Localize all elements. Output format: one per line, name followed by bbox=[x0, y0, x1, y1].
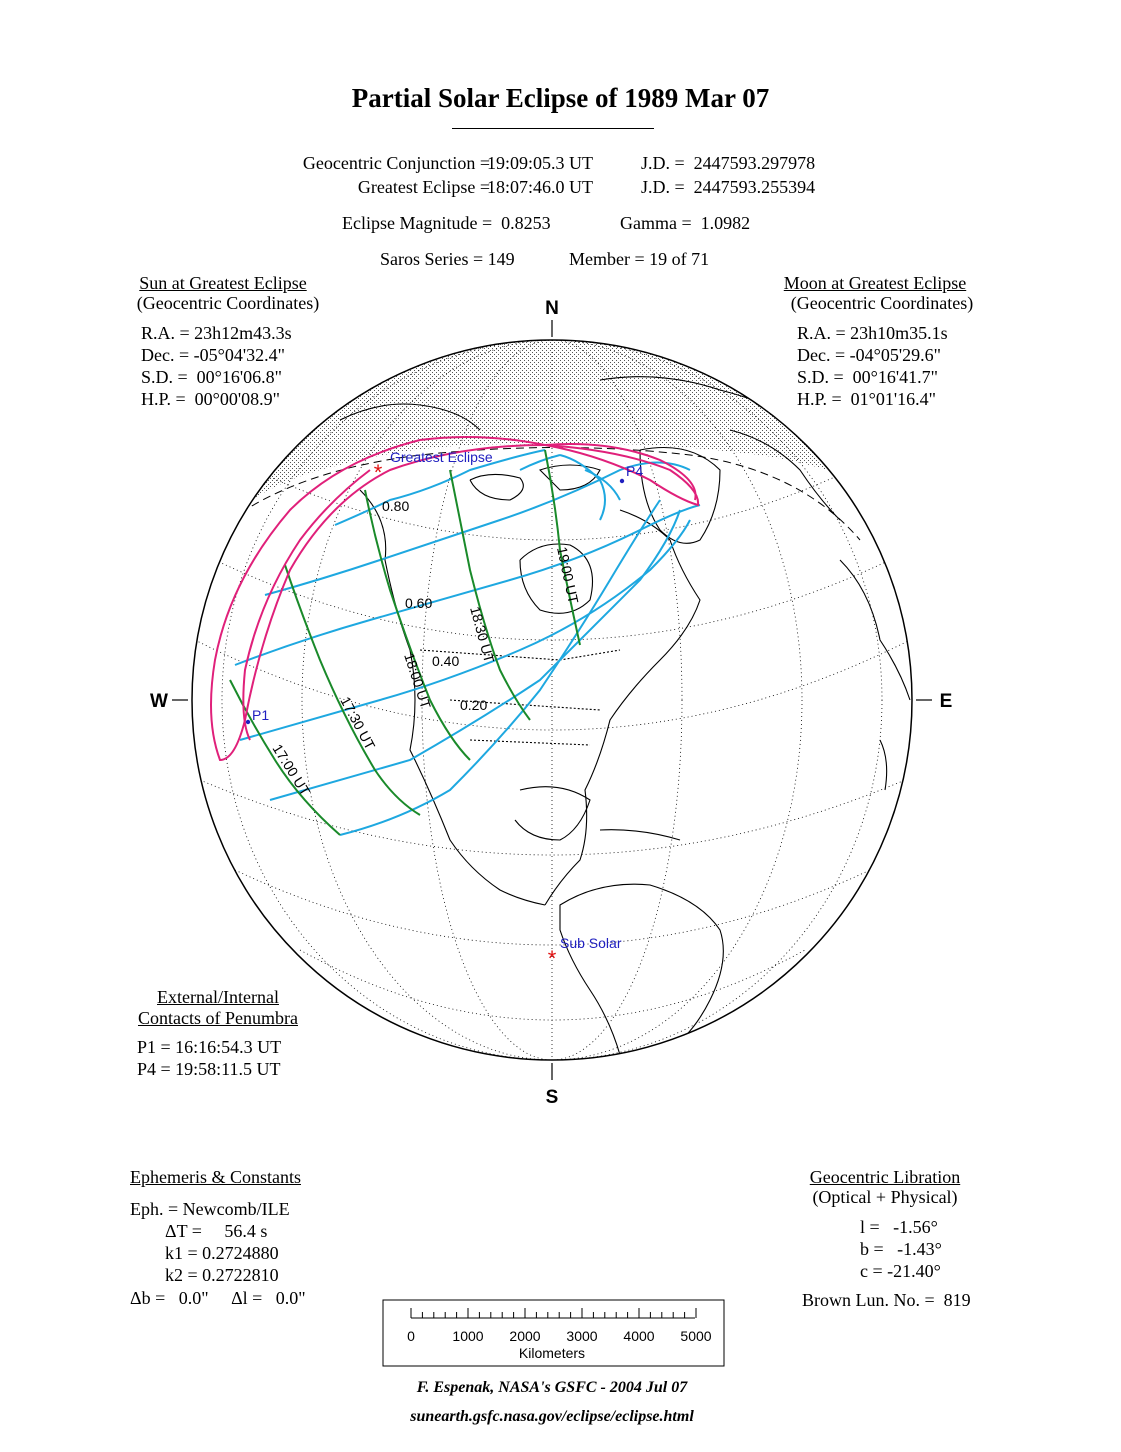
magnitude-label: 0.40 bbox=[432, 653, 460, 669]
gamma: Gamma = 1.0982 bbox=[620, 213, 751, 233]
sun-heading: Sun at Greatest Eclipse bbox=[139, 273, 307, 293]
moon-ra: R.A. = 23h10m35.1s bbox=[797, 323, 948, 343]
page-title: Partial Solar Eclipse of 1989 Mar 07 bbox=[351, 83, 770, 113]
time-label: 18:00 UT bbox=[401, 650, 435, 711]
moon-sd: S.D. = 00°16'41.7" bbox=[797, 367, 938, 387]
libration-heading: Geocentric Libration bbox=[809, 1167, 961, 1187]
greatest-eclipse-jd: J.D. = 2447593.255394 bbox=[641, 177, 816, 197]
title-rule bbox=[452, 128, 654, 129]
p4-marker bbox=[620, 479, 624, 483]
magnitude-label: 0.80 bbox=[382, 498, 410, 514]
greatest-eclipse-label-text: Greatest Eclipse = bbox=[357, 177, 490, 197]
ephemeris-heading: Ephemeris & Constants bbox=[130, 1167, 301, 1187]
brown-lunation: Brown Lun. No. = 819 bbox=[802, 1290, 971, 1310]
ephemeris-k1: k1 = 0.2724880 bbox=[165, 1243, 279, 1263]
sub-solar-label: Sub Solar bbox=[560, 935, 622, 951]
compass-west: W bbox=[150, 691, 168, 712]
saros-member: Member = 19 of 71 bbox=[569, 249, 710, 269]
eclipse-magnitude: Eclipse Magnitude = 0.8253 bbox=[342, 213, 551, 233]
greatest-eclipse-time: 18:07:46.0 UT bbox=[487, 177, 593, 197]
sun-ra: R.A. = 23h12m43.3s bbox=[141, 323, 292, 343]
p1-label: P1 bbox=[252, 707, 270, 723]
time-label: 19:00 UT bbox=[554, 545, 582, 605]
ephemeris-k2: k2 = 0.2722810 bbox=[165, 1265, 279, 1285]
conjunction-label: Geocentric Conjunction = bbox=[302, 153, 490, 173]
scale-tick-label: 3000 bbox=[566, 1328, 598, 1344]
contact-p4: P4 = 19:58:11.5 UT bbox=[137, 1059, 281, 1079]
source-url: sunearth.gsfc.nasa.gov/eclipse/eclipse.html bbox=[410, 1408, 694, 1425]
contact-p1: P1 = 16:16:54.3 UT bbox=[137, 1037, 282, 1057]
saros-series: Saros Series = 149 bbox=[380, 249, 515, 269]
scale-bar bbox=[383, 1300, 724, 1366]
sun-sd: S.D. = 00°16'06.8" bbox=[141, 367, 282, 387]
scale-tick-label: 4000 bbox=[623, 1328, 655, 1344]
magnitude-label: 0.20 bbox=[460, 697, 488, 713]
moon-hp: H.P. = 01°01'16.4" bbox=[797, 389, 936, 409]
libration-subheading: (Optical + Physical) bbox=[812, 1187, 958, 1207]
coastlines bbox=[340, 377, 910, 1058]
svg-text:*: * bbox=[373, 460, 383, 485]
time-label: 17:30 UT bbox=[337, 693, 379, 753]
conjunction-jd: J.D. = 2447593.297978 bbox=[641, 153, 816, 173]
libration-c: c = -21.40° bbox=[860, 1261, 941, 1281]
sun-hp: H.P. = 00°00'08.9" bbox=[141, 389, 280, 409]
scale-tick-label: 2000 bbox=[509, 1328, 541, 1344]
scale-tick-label: 0 bbox=[407, 1328, 415, 1344]
p4-label: P4 bbox=[626, 463, 644, 479]
time-label: 18:30 UT bbox=[467, 604, 498, 665]
scale-unit: Kilometers bbox=[518, 1345, 586, 1361]
scale-tick-label: 5000 bbox=[680, 1328, 712, 1344]
ephemeris-eph: Eph. = Newcomb/ILE bbox=[130, 1199, 290, 1219]
sub-solar-marker bbox=[548, 946, 557, 971]
sun-dec: Dec. = -05°04'32.4" bbox=[141, 345, 285, 365]
magnitude-label: 0.60 bbox=[405, 595, 433, 611]
moon-dec: Dec. = -04°05'29.6" bbox=[797, 345, 941, 365]
scale-tick-label: 1000 bbox=[452, 1328, 484, 1344]
svg-text:*: * bbox=[547, 946, 557, 971]
ephemeris-delta-b-l: Δb = 0.0" Δl = 0.0" bbox=[130, 1288, 306, 1308]
moon-heading: Moon at Greatest Eclipse bbox=[783, 273, 967, 293]
ephemeris-delta-t: ΔT = 56.4 s bbox=[165, 1221, 268, 1241]
penumbra-limits bbox=[211, 437, 698, 760]
conjunction-time: 19:09:05.3 UT bbox=[487, 153, 593, 173]
greatest-eclipse-label: Greatest Eclipse bbox=[390, 449, 493, 465]
compass-north: N bbox=[545, 298, 559, 319]
compass-east: E bbox=[939, 691, 953, 712]
compass-south: S bbox=[545, 1087, 559, 1108]
libration-b: b = -1.43° bbox=[860, 1239, 942, 1259]
moon-subheading: (Geocentric Coordinates) bbox=[790, 293, 974, 313]
p1-marker bbox=[246, 720, 250, 724]
contacts-heading-2: Contacts of Penumbra bbox=[138, 1008, 298, 1028]
libration-l: l = -1.56° bbox=[860, 1217, 938, 1237]
greatest-eclipse-marker bbox=[374, 460, 383, 485]
sun-subheading: (Geocentric Coordinates) bbox=[136, 293, 320, 313]
time-label: 17:00 UT bbox=[269, 741, 314, 799]
contacts-heading-1: External/Internal bbox=[157, 987, 279, 1007]
credit: F. Espenak, NASA's GSFC - 2004 Jul 07 bbox=[416, 1379, 688, 1396]
